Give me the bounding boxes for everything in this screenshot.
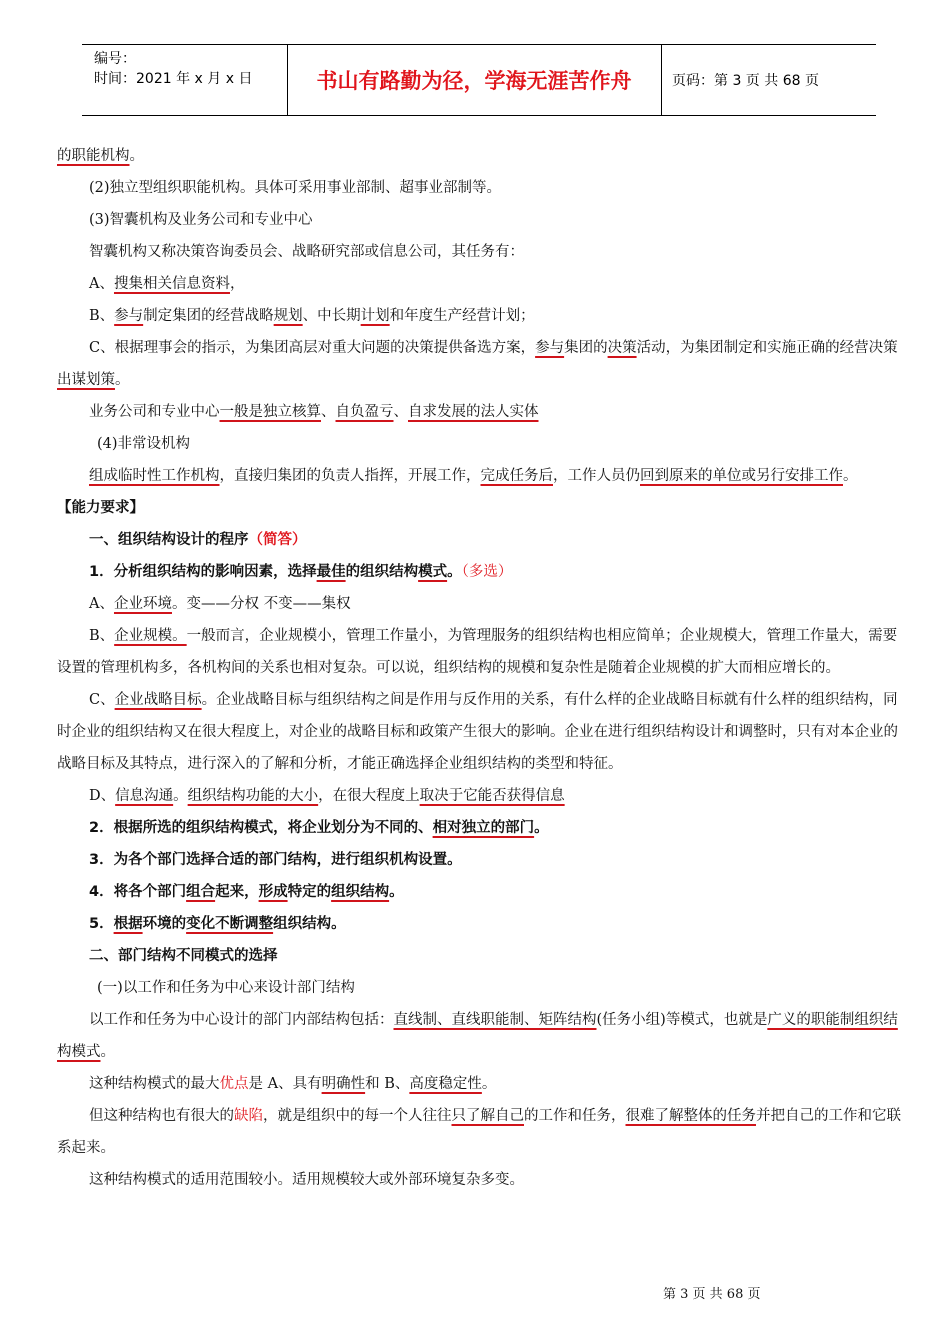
text: 活动，为集团制定和实施正确的经营决策 [636, 340, 898, 356]
paragraph: 这种结构模式的适用范围较小。适用规模较大或外部环境复杂多变。 [89, 1172, 524, 1188]
underlined-text: 组织结构 [331, 884, 390, 900]
underlined-text: 企业战略目标 [114, 692, 202, 708]
text: ，直接归集团的负责人指挥，开展工作， [219, 468, 481, 484]
text: 。 [129, 148, 144, 164]
text: 业务公司和专业中心 [89, 404, 220, 420]
text: 和 B、 [365, 1076, 410, 1092]
text: B、 [89, 628, 115, 644]
text: 、中长期 [302, 308, 361, 324]
text: ， [229, 276, 245, 292]
text: 。 [115, 372, 130, 388]
paragraph [57, 1068, 905, 1100]
text: 。 [534, 820, 549, 836]
text: 5． [89, 916, 114, 932]
underlined-text: 计划 [360, 308, 390, 324]
paragraph: (2)独立型组织职能机构。具体可采用事业部制、超事业部制等。 [89, 180, 502, 196]
paragraph [57, 268, 905, 300]
text: 。 [173, 788, 188, 804]
underlined-text: 只了解自己 [451, 1108, 524, 1124]
text: 和年度生产经营计划； [389, 308, 535, 324]
underlined-text: 完成任务后 [480, 468, 553, 484]
text: 2．根据所选的组织结构模式，将企业划分为不同的、 [89, 820, 433, 836]
paragraph [57, 1004, 905, 1068]
paragraph [57, 780, 905, 812]
header-meta [94, 49, 252, 89]
text: 一、组织结构设计的程序 [89, 532, 249, 548]
underlined-text: 自负盈亏 [335, 404, 394, 420]
section-heading [57, 524, 905, 556]
page-header [82, 44, 876, 116]
underlined-text: 一般是独立核算 [219, 404, 321, 420]
text: 组织结构。 [273, 916, 346, 932]
underlined-text: 取决于它能否获得信息 [419, 788, 565, 804]
text: 。 [481, 1076, 497, 1092]
text: 特定的 [287, 884, 332, 900]
numbered-step [57, 908, 905, 940]
section-heading: 二、部门结构不同模式的选择 [89, 948, 278, 964]
underlined-text: 参与 [114, 308, 144, 324]
text: ，工作人员仍 [553, 468, 640, 484]
underlined-text: 组合 [186, 884, 216, 900]
underlined-text: 组成临时性工作机构 [89, 468, 220, 484]
text: 、 [393, 404, 408, 420]
underlined-text: 搜集相关信息资料 [113, 276, 230, 292]
paragraph: (4)非常设机构 [97, 436, 191, 452]
underlined-text: 组织结构功能的大小 [187, 788, 319, 804]
text: 的工作和任务， [524, 1108, 626, 1124]
paragraph [57, 396, 905, 428]
underlined-text: 决策 [607, 340, 637, 356]
document-body [57, 140, 905, 1196]
paragraph [57, 1100, 905, 1164]
text: C、 [89, 692, 115, 708]
header-page-label: 页码：第 3 页 共 68 页 [672, 73, 819, 89]
red-note: （简答） [248, 532, 307, 548]
text: ，就是组织中的每一个人往往 [263, 1108, 452, 1124]
paragraph [57, 332, 905, 396]
underlined-text: 形成 [258, 884, 288, 900]
red-text: 优点 [219, 1076, 249, 1092]
text: A、 [89, 276, 114, 292]
paragraph: 智囊机构又称决策咨询委员会、战略研究部或信息公司，其任务有： [89, 244, 524, 260]
text: D、 [89, 788, 116, 804]
paragraph [57, 460, 905, 492]
text: 以工作和任务为中心设计的部门内部结构包括： [89, 1012, 394, 1028]
text: 制定集团的经营战略 [143, 308, 274, 324]
text: 集团的 [564, 340, 608, 356]
text: 。 [447, 564, 462, 580]
header-number: 编号： [94, 51, 136, 67]
text: 。企业战略目标与组织结构之间是作用与反作用的关系，有什么样的企业战略目标就有什么样的组织结构，同时企业的组织结构又在很大程度上，对企业的战略目标和政策产生很大的影响。企业在进行组织结构设计和调整时，只有对本企业的战略目标及其特点，进行深入的了解和分析，才能正确选择企业组织结构的类型和特征。 [57, 692, 898, 772]
paragraph [57, 300, 905, 332]
text: B、 [89, 308, 115, 324]
text: 一般而言，企业规模小，管理工作量小，为管理服务的组织结构也相应简单；企业规模大，管理工作量大，需要设置的管理机构多，各机构间的关系也相对复杂。可以说，组织结构的规模和复杂性是随着企业规模的扩大而相应增长的。 [57, 628, 898, 676]
numbered-step [57, 556, 905, 588]
text: 。 [100, 1044, 115, 1060]
text: 但这种结构也有很大的 [89, 1108, 234, 1124]
underlined-text: 相对独立的部门 [432, 820, 535, 836]
underlined-text: 参与 [535, 340, 565, 356]
underlined-text: 广义的职能制组织结构模式 [57, 1012, 898, 1060]
text: 、 [321, 404, 336, 420]
red-text: 缺陷 [234, 1108, 263, 1124]
text: (任务小组)等模式，也就是 [596, 1012, 768, 1028]
underlined-text: 企业环境 [113, 596, 172, 612]
underlined-text: 最佳 [316, 564, 346, 580]
underlined-text: 根据 [113, 916, 143, 932]
text: 的组织结构 [345, 564, 419, 580]
underlined-text: 变化不断调整 [186, 916, 274, 932]
paragraph [57, 684, 905, 780]
paragraph [57, 588, 905, 620]
text: 。 [389, 884, 404, 900]
paragraph: (3)智囊机构及业务公司和专业中心 [89, 212, 313, 228]
paragraph [57, 140, 905, 172]
paragraph [57, 620, 905, 684]
underlined-text: 回到原来的单位或另行安排工作 [640, 468, 843, 484]
header-time: 时间：2021 年 x 月 x 日 [94, 71, 253, 87]
text: 是 A、具有 [248, 1076, 322, 1092]
paragraph: (一)以工作和任务为中心来设计部门结构 [97, 980, 355, 996]
header-motto: 书山有路勤为径，学海无涯苦作舟 [316, 69, 632, 93]
text: 并把自己的工作和它联系起来。 [57, 1108, 901, 1156]
underlined-text: 出谋划策 [57, 372, 115, 388]
underlined-text: 直线制、直线职能制、矩阵结构 [393, 1012, 597, 1028]
section-heading: 【能力要求】 [57, 500, 144, 516]
numbered-step [57, 812, 905, 844]
underlined-text: 企业规模。 [114, 628, 187, 644]
underlined-text: 很难了解整体的任务 [625, 1108, 756, 1124]
text: C、根据理事会的指示，为集团高层对重大问题的决策提供备选方案， [89, 340, 536, 356]
text: 1．分析组织结构的影响因素，选择 [89, 564, 317, 580]
text: 环境的 [142, 916, 187, 932]
numbered-step: 3．为各个部门选择合适的部门结构，进行组织机构设置。 [89, 852, 462, 868]
red-note: （多选） [461, 564, 513, 580]
numbered-step [57, 876, 905, 908]
text: ，在很大程度上 [318, 788, 420, 804]
page-footer: 第 3 页 共 68 页 [663, 1287, 761, 1302]
underlined-text: 自求发展的法人实体 [408, 404, 539, 420]
underlined-text: 的职能机构 [57, 148, 130, 164]
underlined-text: 规划 [273, 308, 303, 324]
underlined-text: 高度稳定性 [409, 1076, 482, 1092]
text: 。变——分权 不变——集权 [171, 596, 351, 612]
text: 4．将各个部门 [89, 884, 187, 900]
underlined-text: 信息沟通 [115, 788, 174, 804]
underlined-text: 模式 [418, 564, 448, 580]
text: 这种结构模式的最大 [89, 1076, 220, 1092]
underlined-text: 明确性 [321, 1076, 366, 1092]
text: A、 [89, 596, 114, 612]
text: 。 [843, 468, 858, 484]
header-divider [661, 45, 662, 115]
text: 起来， [215, 884, 259, 900]
